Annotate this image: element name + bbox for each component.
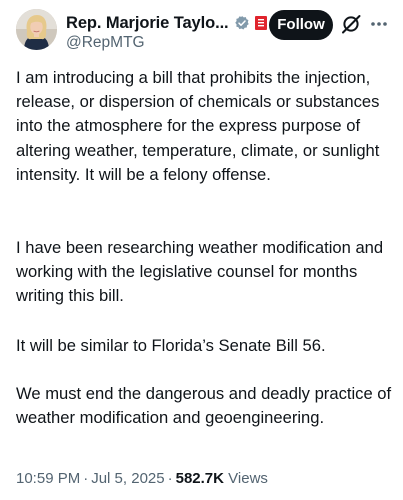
tweet-paragraph-2 (16, 236, 396, 309)
tweet-time[interactable]: 10:59 PM (16, 470, 81, 487)
author-display-name[interactable]: Rep. Marjorie Taylo... (66, 13, 229, 32)
tweet-header (0, 0, 403, 62)
tweet-metadata (16, 470, 268, 487)
tweet-date[interactable]: Jul 5, 2025 (91, 470, 165, 487)
tweet-paragraph-1 (16, 66, 396, 187)
tweet-paragraph-3 (16, 334, 396, 358)
views-count[interactable]: 582.7K (175, 470, 224, 487)
tweet-text: It will be similar to Florida’s Senate Bill 56. (16, 336, 326, 355)
follow-button[interactable]: Follow (269, 10, 333, 40)
separator-dot: · (83, 470, 89, 487)
tweet-text: I am introducing a bill that prohibits the injection, release, or dispersion of chemicals or substances into the atmosphere for the express purpose of altering weather, temperature, climate, or sunlight intensity. It will be a felony offense. (16, 68, 380, 184)
tweet-text: I have been researching weather modification and working with the legislative counsel for months writing this bill. (16, 238, 384, 306)
grok-icon[interactable] (340, 13, 362, 35)
name-row (66, 11, 267, 35)
author-handle[interactable]: @RepMTG (66, 34, 145, 51)
tweet-paragraph-4 (16, 382, 396, 430)
views-label: Views (228, 470, 268, 487)
more-options-icon[interactable] (369, 14, 389, 34)
separator-dot: · (167, 470, 173, 487)
flag-affiliation-icon (255, 16, 267, 30)
government-badge-icon (234, 15, 250, 31)
tweet-text: We must end the dangerous and deadly practice of weather modification and geoengineering. (16, 384, 392, 428)
avatar[interactable] (16, 9, 57, 50)
